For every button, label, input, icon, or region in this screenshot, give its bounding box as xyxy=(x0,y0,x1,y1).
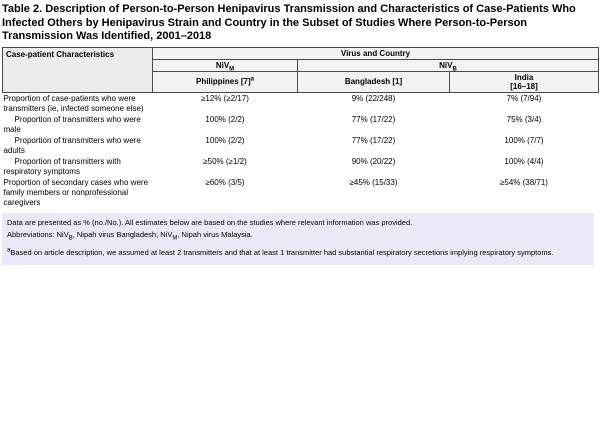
cell-value: ≥12% (≥2/17) xyxy=(201,93,249,103)
table-row xyxy=(3,92,599,114)
niv-m-subscript: M xyxy=(229,66,235,73)
data-table xyxy=(2,47,599,208)
cell-value: 100% (2/2) xyxy=(205,135,245,145)
niv-b-header-cell xyxy=(298,59,599,71)
cell-value: 100% (4/4) xyxy=(504,156,544,166)
header-row-group xyxy=(3,47,599,59)
footnote-a-text: Based on article description, we assumed at least 2 transmitters and that at least 1 transmitter had substantial respiratory secretions implying respiratory symptoms. xyxy=(10,247,554,257)
row-label: Proportion of secondary cases who were family members or nonprofessional caregivers xyxy=(3,177,149,207)
philippines-label: Philippines [7] xyxy=(195,77,251,86)
abbrev-text: , Nipah virus Malaysia. xyxy=(177,229,253,239)
cell-value: 75% (3/4) xyxy=(506,114,542,124)
niv-m-label: NiV xyxy=(215,60,230,70)
row-label: Proportion of case-patients who were transmitters (ie, infected someone else) xyxy=(3,93,144,113)
cell-value: ≥45% (15/33) xyxy=(349,177,398,187)
india-label: India xyxy=(514,72,534,82)
abbrev-text: Abbreviations: NiV xyxy=(7,229,69,239)
niv-b-label: NiV xyxy=(439,60,453,70)
table-footnotes xyxy=(2,213,594,265)
cell-value: ≥60% (3/5) xyxy=(205,177,245,187)
cell-value: 77% (17/22) xyxy=(351,114,396,124)
cell-value: 7% (7/94) xyxy=(506,93,542,103)
abbreviations-note xyxy=(7,230,588,240)
abbrev-sub-b: B xyxy=(68,235,73,241)
virus-and-country-header-cell: Virus and Country xyxy=(153,47,599,59)
cell-value: 100% (7/7) xyxy=(504,135,544,145)
table-row xyxy=(3,114,599,135)
footnote-a-marker: a xyxy=(7,247,11,253)
india-citation: [16–18] xyxy=(510,81,538,91)
table-row xyxy=(3,135,599,156)
row-label: Proportion of transmitters who were male xyxy=(3,114,141,134)
cell-value: 100% (2/2) xyxy=(205,114,245,124)
corner-header-cell: Case-patient Characteristics xyxy=(3,47,153,92)
table-title: Table 2. Description of Person-to-Person Henipavirus Transmission and Characteristics of Case-Patients Who Infected Others by Henipavirus Strain and Country in the Subset of Studies Where Person-to-Person Transmission Was Identified, 2001–2018 xyxy=(2,3,576,42)
cell-value: 9% (22/248) xyxy=(351,93,396,103)
philippines-header-cell xyxy=(153,71,298,92)
philippines-footnote-marker: a xyxy=(250,76,254,83)
row-label: Proportion of transmitters with respiratory symptoms xyxy=(3,156,121,176)
table-row xyxy=(3,156,599,177)
abbrev-text: , Nipah virus Bangladesh; NiV xyxy=(72,229,173,239)
row-label: Proportion of transmitters who were adults xyxy=(3,135,141,155)
footnote-a xyxy=(7,248,588,258)
bangladesh-header-cell xyxy=(298,71,450,92)
bangladesh-label: Bangladesh [1] xyxy=(344,77,403,86)
niv-m-header-cell xyxy=(153,59,298,71)
table-row xyxy=(3,177,599,208)
niv-b-subscript: B xyxy=(452,66,457,73)
data-presentation-note: Data are presented as % (no./No.). All estimates below are based on the studies where relevant information was provided. xyxy=(7,217,413,227)
abbrev-sub-m: M xyxy=(172,235,178,241)
cell-value: ≥54% (38/71) xyxy=(500,177,548,187)
cell-value: 77% (17/22) xyxy=(351,135,396,145)
cell-value: 90% (20/22) xyxy=(351,156,396,166)
cell-value: ≥50% (≥1/2) xyxy=(203,156,247,166)
india-header-cell xyxy=(450,71,599,92)
